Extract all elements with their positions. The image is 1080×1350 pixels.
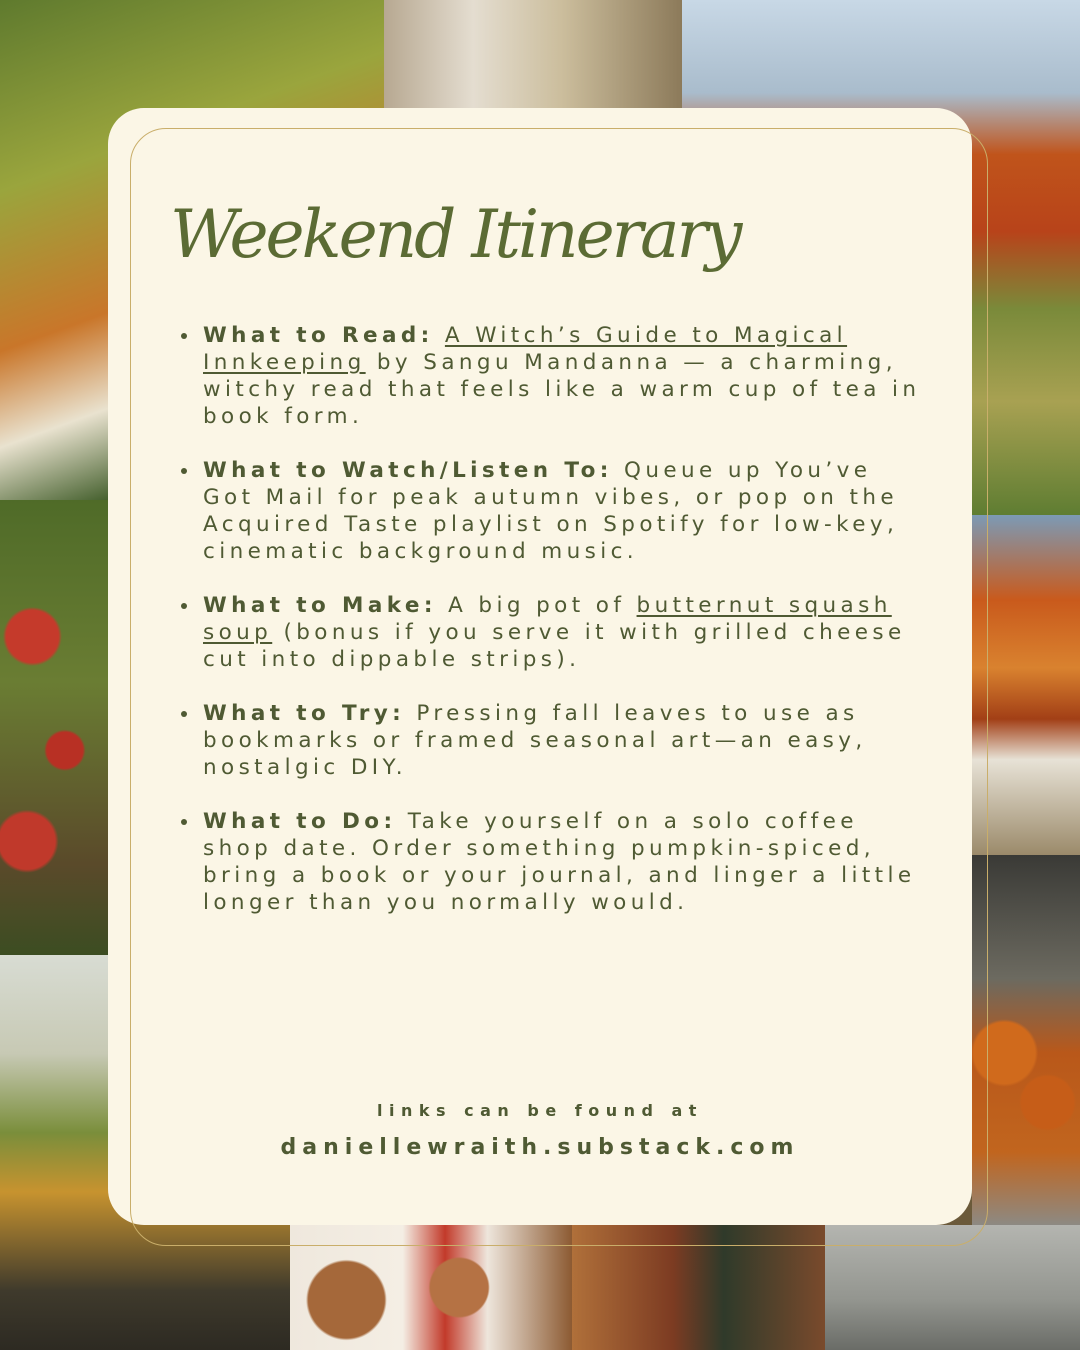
list-item-do <box>203 808 933 916</box>
item-text: Queue up You’ve Got Mail for peak autumn vibes, or pop on the Acquired Taste playlist on Spotify for low-key, cinematic background music. <box>203 458 899 564</box>
list-item-try <box>203 700 933 781</box>
list-item-make <box>203 592 933 673</box>
photo-town-storefront <box>572 1225 825 1350</box>
photo-truck-tailgate <box>825 1225 1080 1350</box>
photo-cider-donuts <box>290 1225 572 1350</box>
item-text: (bonus if you serve it with grilled cheese cut into dippable strips). <box>203 620 906 672</box>
photo-window-blinds <box>384 0 682 110</box>
item-label: What to Try: <box>203 701 406 726</box>
item-text: Take yourself on a solo coffee shop date. Order something pumpkin-spiced, bring a book or your journal, and linger a little longer than you normally would. <box>203 809 916 915</box>
substack-url-link[interactable]: daniellewraith.substack.com <box>280 1135 800 1160</box>
item-label: What to Make: <box>203 593 437 618</box>
item-label: What to Do: <box>203 809 397 834</box>
list-item-watch-listen <box>203 457 933 565</box>
photo-fallen-apples <box>0 500 108 955</box>
item-text: Pressing fall leaves to use as bookmarks or framed seasonal art—an easy, nostalgic DIY. <box>203 701 867 780</box>
recipe-link[interactable]: butternut squash soup <box>203 593 892 645</box>
page-title: Weekend Itinerary <box>170 196 740 273</box>
item-label: What to Watch/Listen To: <box>203 458 613 483</box>
itinerary-list <box>203 322 933 943</box>
item-text-before: A big pot of <box>448 593 626 618</box>
photo-autumn-trees-house <box>972 515 1080 855</box>
footer-note: links can be found at <box>377 1101 703 1120</box>
book-link[interactable]: A Witch’s Guide to Magical Innkeeping <box>203 323 848 375</box>
list-item-read <box>203 322 933 430</box>
item-label: What to Read: <box>203 323 434 348</box>
item-text: by Sangu Mandanna — a charming, witchy read that feels like a warm cup of tea in book form. <box>203 350 921 429</box>
